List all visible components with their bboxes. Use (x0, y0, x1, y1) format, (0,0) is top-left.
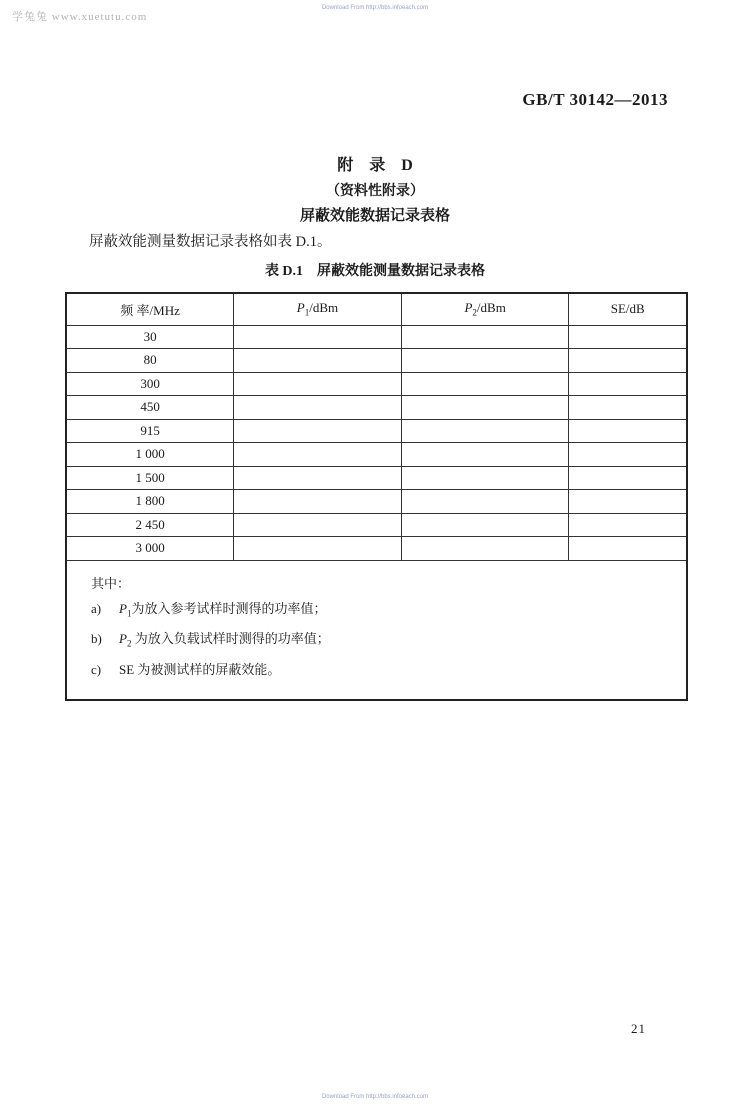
column-header-se (569, 293, 687, 325)
frequency-cell: 1 800 (66, 490, 234, 514)
p2-cell (401, 537, 569, 561)
standard-number: GB/T 30142—2013 (522, 90, 668, 109)
frequency-cell: 80 (66, 349, 234, 373)
note-a-text: 为放入参考试样时测得的功率值； (131, 600, 327, 616)
p1-symbol: P (296, 300, 305, 316)
table-row (66, 325, 687, 349)
se-cell (569, 349, 687, 373)
note-b-symbol: P (119, 631, 127, 647)
table-notes (66, 560, 687, 700)
note-b-subscript: 2 (126, 638, 132, 649)
se-header-label: SE/dB (610, 301, 645, 317)
column-header-p1 (234, 293, 402, 325)
p2-unit: /dBm (476, 300, 506, 316)
measurement-table (65, 292, 688, 701)
note-a-subscript: 1 (126, 608, 132, 619)
table-row (66, 537, 687, 561)
p2-cell (401, 513, 569, 537)
note-marker-c: c) (91, 661, 102, 677)
note-item-b (91, 626, 676, 657)
note-c-text: SE 为被测试样的屏蔽效能。 (119, 661, 281, 677)
table-row (66, 466, 687, 490)
p2-symbol: P (464, 300, 473, 316)
p2-cell (401, 419, 569, 443)
p2-subscript: 2 (472, 308, 477, 319)
download-stamp-bottom: Download From http://bbs.infoeach.com (321, 1094, 429, 1100)
p2-cell (401, 396, 569, 420)
note-item-c (91, 657, 676, 688)
p1-subscript: 1 (304, 308, 310, 319)
table-row (66, 513, 687, 537)
p1-cell (234, 466, 402, 490)
p1-cell (234, 349, 402, 373)
p1-unit: /dBm (309, 300, 339, 316)
se-cell (569, 419, 687, 443)
header-row (66, 293, 687, 325)
frequency-cell: 1 000 (66, 443, 234, 467)
p2-cell (401, 372, 569, 396)
p1-cell (234, 443, 402, 467)
p2-cell (401, 490, 569, 514)
frequency-cell: 300 (66, 372, 234, 396)
p2-cell (401, 466, 569, 490)
p2-cell (401, 349, 569, 373)
frequency-cell: 2 450 (66, 513, 234, 537)
p1-cell (234, 490, 402, 514)
frequency-cell: 3 000 (66, 537, 234, 561)
note-marker-a: a) (91, 600, 102, 616)
se-cell (569, 443, 687, 467)
table-row (66, 372, 687, 396)
p2-cell (401, 443, 569, 467)
column-header-p2 (401, 293, 569, 325)
p1-cell (234, 419, 402, 443)
p1-cell (234, 513, 402, 537)
frequency-cell: 915 (66, 419, 234, 443)
p1-cell (234, 372, 402, 396)
notes-row (66, 560, 687, 700)
p1-cell (234, 537, 402, 561)
intro-paragraph: 屏蔽效能测量数据记录表格如表 D.1。 (89, 234, 332, 250)
se-cell (569, 513, 687, 537)
frequency-cell: 450 (66, 396, 234, 420)
se-cell (569, 372, 687, 396)
frequency-cell: 1 500 (66, 466, 234, 490)
note-marker-b: b) (91, 631, 102, 647)
page-number: 21 (631, 1021, 646, 1036)
table-row (66, 419, 687, 443)
appendix-title: 附 录 D (337, 157, 413, 174)
appendix-heading: 屏蔽效能数据记录表格 (299, 208, 450, 224)
table-row (66, 490, 687, 514)
frequency-header-label: 频 率/MHz (120, 302, 180, 318)
appendix-subtitle: （资料性附录） (326, 184, 424, 199)
note-a-symbol: P (119, 600, 127, 616)
p1-cell (234, 325, 402, 349)
table-row (66, 396, 687, 420)
note-b-text: 为放入负载试样时测得的功率值； (131, 631, 330, 647)
column-header-frequency (66, 293, 234, 325)
se-cell (569, 537, 687, 561)
download-stamp-top: Download From http://bbs.infoeach.com (321, 5, 429, 11)
p1-cell (234, 396, 402, 420)
se-cell (569, 325, 687, 349)
table-row (66, 443, 687, 467)
se-cell (569, 466, 687, 490)
watermark-text: 学兔兔 www.xuetutu.com (12, 11, 148, 23)
notes-intro: 其中： (91, 575, 131, 591)
table-row (66, 349, 687, 373)
table-caption: 表 D.1 屏蔽效能测量数据记录表格 (264, 264, 486, 279)
se-cell (569, 396, 687, 420)
p2-cell (401, 325, 569, 349)
frequency-cell: 30 (66, 325, 234, 349)
note-item-a (91, 596, 676, 627)
se-cell (569, 490, 687, 514)
